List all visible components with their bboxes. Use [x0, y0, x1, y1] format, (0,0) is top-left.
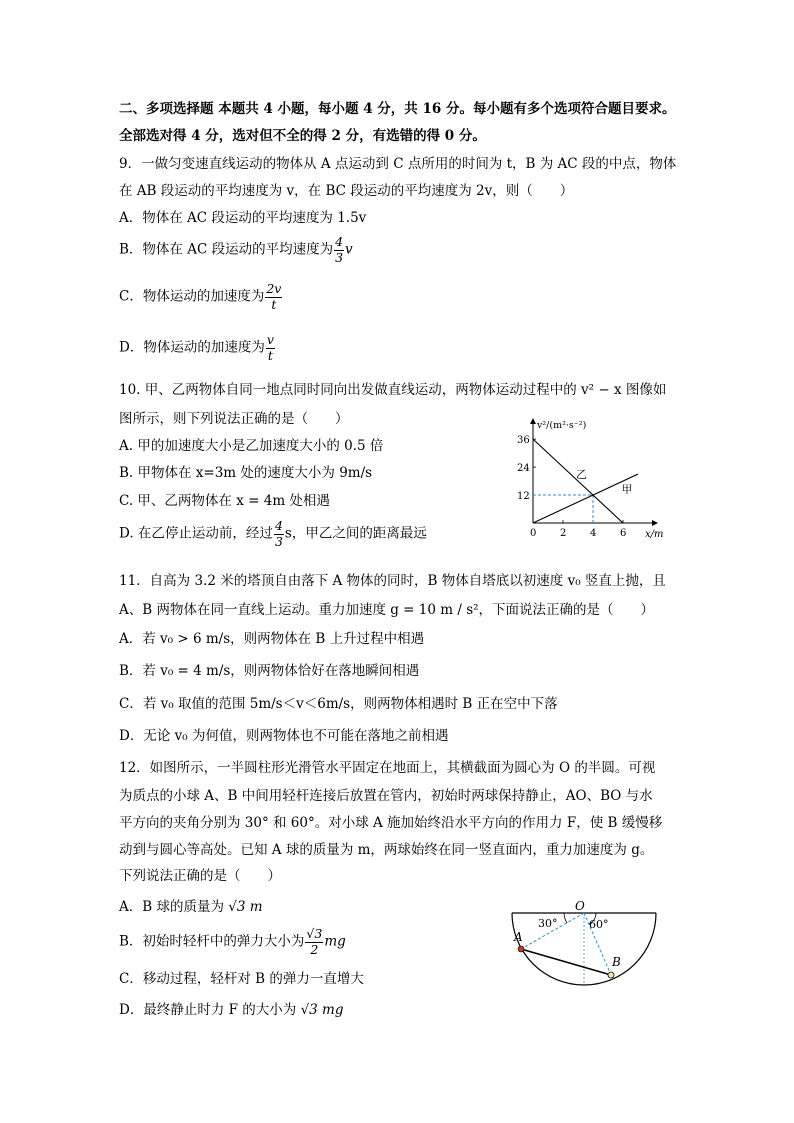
x-tick-label-6: 6 [620, 528, 627, 539]
x-tick-label-2: 2 [560, 528, 567, 539]
q9-option-c-fraction [265, 283, 282, 311]
q12-stem-line3: 平方向的夹角分别为 30° 和 60°。对小球 A 施加始终沿水平方向的作用力 F，使 B 缓慢移 [119, 815, 663, 831]
q9-option-c [119, 283, 283, 311]
x-tick-label-4: 4 [590, 528, 597, 539]
y-tick-label-12: 12 [517, 491, 530, 503]
q12-stem-line1: 12．如图所示，一半圆柱形光滑管水平固定在地面上，其横截面为圆心为 O 的半圆。可视 [119, 760, 656, 776]
q10-option-c: C. 甲、乙两物体在 x = 4m 处相遇 [119, 493, 330, 509]
q9-option-b [119, 236, 353, 264]
section-heading-line1: 二、多项选择题 本题共 4 小题，每小题 4 分，共 16 分。每小题有多个选项符合题目要求。 [119, 101, 676, 117]
q12-option-b-fraction [305, 928, 323, 956]
q11-option-c: C．若 v₀ 取值的范围 5m/s＜v＜6m/s，则两物体相遇时 B 正在空中下落 [119, 696, 558, 712]
q9-option-b-fraction [334, 236, 344, 264]
q11-option-a: A．若 v₀ > 6 m/s，则两物体在 B 上升过程中相遇 [119, 631, 425, 647]
q11-stem-line1: 11．自高为 3.2 米的塔顶自由落下 A 物体的同时，B 物体自塔底以初速度 v₀ 竖直上抛，且 [119, 573, 666, 589]
q12-option-a-text: A．B 球的质量为 [119, 899, 229, 915]
q12-option-b-denominator: 2 [310, 941, 319, 957]
q10-option-d [119, 520, 427, 548]
q10-option-b: B. 甲物体在 x=3m 处的速度大小为 9m/s [119, 465, 373, 481]
q12-stem-line5: 下列说法正确的是（ ） [119, 868, 281, 884]
q9-option-b-text: B．物体在 AC 段运动的平均速度为 [119, 241, 334, 258]
q9-option-c-denominator: t [271, 296, 277, 312]
q9-option-d-fraction [266, 334, 275, 362]
q9-option-c-text: C．物体运动的加速度为 [119, 288, 265, 305]
q9-option-d-numerator: v [266, 332, 274, 347]
q9-option-d-text: D．物体运动的加速度为 [119, 339, 265, 356]
q10-option-d-fraction [274, 520, 284, 548]
q12-option-d-value: √3 mg [300, 1002, 344, 1018]
q10-stem-line2: 图所示，则下列说法正确的是（ ） [119, 411, 349, 427]
q10-option-d-denominator: 3 [274, 533, 283, 549]
angle-arc-30 [564, 913, 567, 923]
angle-label-30: 30° [538, 917, 558, 930]
q10-option-d-text: D. 在乙停止运动前，经过 [119, 525, 273, 542]
q12-option-b [119, 928, 346, 956]
v2-x-chart [505, 415, 675, 545]
q9-option-c-numerator: 2v [266, 281, 282, 296]
q9-option-d-denominator: t [267, 347, 273, 363]
series-line-1 [533, 474, 638, 523]
q10-option-d-numerator: 4 [274, 518, 283, 533]
label-o: O [575, 899, 585, 913]
q12-stem-line2: 为质点的小球 A、B 中间用轻杆连接后放置在管内，初始时两球保持静止，AO、BO 与水 [119, 788, 653, 804]
q12-option-b-suffix: mg [324, 933, 346, 950]
q10-option-d-suffix: s，甲乙之间的距离最远 [284, 525, 427, 542]
q9-option-b-suffix: v [345, 241, 353, 258]
q10-stem-line1: 10. 甲、乙两物体自同一地点同时同向出发做直线运动，两物体运动过程中的 v² − x 图像如 [119, 382, 667, 398]
q12-option-c: C．移动过程，轻杆对 B 的弹力一直增大 [119, 971, 364, 987]
q11-option-d: D．无论 v₀ 为何值，则两物体也不可能在落地之前相遇 [119, 728, 449, 744]
section-heading-line2: 全部选对得 4 分，选对但不全的得 2 分，有选错的得 0 分。 [119, 128, 486, 144]
series-label-1: 甲 [621, 483, 633, 497]
ball-b [608, 972, 614, 978]
q10-option-a: A. 甲的加速度大小是乙加速度大小的 0.5 倍 [119, 438, 384, 454]
y-tick-label-24: 24 [517, 463, 530, 475]
q12-option-d-text: D．最终静止时力 F 的大小为 [119, 1002, 301, 1018]
q9-stem-line2: 在 AB 段运动的平均速度为 v，在 BC 段运动的平均速度为 2v，则（ ） [119, 183, 574, 199]
q9-option-b-denominator: 3 [335, 249, 344, 265]
light-rod-ab [521, 949, 611, 975]
semicircle-tube-figure [505, 895, 665, 990]
q11-stem-line2: A、B 两物体在同一直线上运动。重力加速度 g = 10 m / s²，下面说法正确的是（ ） [119, 602, 655, 618]
chart-y-label: v²/(m²·s⁻²) [537, 420, 587, 431]
q11-option-b: B．若 v₀ = 4 m/s，则两物体恰好在落地瞬间相遇 [119, 663, 420, 679]
q12-option-b-numerator: √3 [306, 926, 323, 941]
q12-option-a [119, 895, 263, 915]
chart-x-label: x/m [645, 529, 664, 540]
q12-option-d [119, 998, 344, 1018]
q9-option-d [119, 334, 276, 362]
q12-stem-line4: 动到与圆心等高处。已知 A 球的质量为 m，两球始终在同一竖直面内，重力加速度为 g。 [119, 842, 654, 858]
q12-option-a-value: √3 m [228, 899, 263, 915]
angle-label-60: 60° [589, 918, 609, 931]
x-tick-label-0: 0 [530, 528, 537, 539]
series-label-0: 乙 [576, 468, 587, 482]
label-a: A [514, 930, 523, 944]
q9-stem-line1: 9．一做匀变速直线运动的物体从 A 点运动到 C 点所用的时间为 t，B 为 AC 段的中点，物体 [119, 156, 677, 172]
y-tick-label-36: 36 [517, 435, 530, 447]
q9-option-a: A．物体在 AC 段运动的平均速度为 1.5v [119, 210, 367, 226]
label-b: B [612, 955, 621, 969]
q12-option-b-text: B．初始时轻杆中的弹力大小为 [119, 933, 305, 950]
ball-a [518, 946, 524, 952]
q9-option-b-numerator: 4 [335, 234, 344, 249]
